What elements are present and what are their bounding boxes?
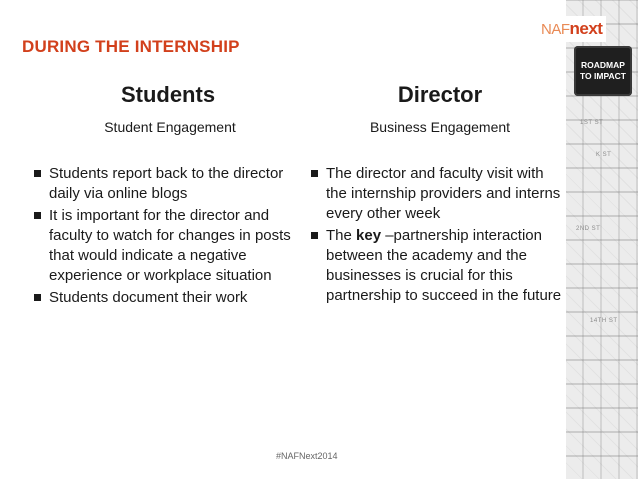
students-subheading: Student Engagement xyxy=(104,119,236,135)
bullet-text-pre: The xyxy=(326,227,357,244)
slide-title: DURING THE INTERNSHIP xyxy=(22,37,240,56)
logo-naf-text: NAF xyxy=(541,21,570,38)
bullet-icon xyxy=(311,170,318,177)
students-heading: Students xyxy=(120,82,216,107)
map-street-label: 14TH ST xyxy=(590,318,618,324)
list-item xyxy=(34,288,296,308)
bullet-text-key: key xyxy=(356,227,382,244)
list-item xyxy=(34,164,296,204)
bullet-text-post: –partnership interaction between the academy and the businesses is crucial for this partnership to succeed in the future xyxy=(326,227,562,304)
badge-line-1: ROADMAP xyxy=(581,60,625,70)
nafnext-logo xyxy=(537,16,606,42)
badge-line-2: TO IMPACT xyxy=(580,71,626,81)
list-item xyxy=(311,164,566,224)
bullet-text: Students document their work xyxy=(49,289,248,306)
map-street-label: 2ND ST xyxy=(576,226,601,232)
logo-next-text: next xyxy=(569,19,603,38)
map-street-label: 1ST ST xyxy=(580,120,604,126)
event-hashtag: #NAFNext2014 xyxy=(276,451,338,461)
list-item xyxy=(34,206,296,286)
bullet-text: The director and faculty visit with the internship providers and interns every other week xyxy=(326,165,561,222)
bullet-text: It is important for the director and faculty to watch for changes in posts that would indicate a negative experience or workplace situation xyxy=(49,207,291,284)
roadmap-badge xyxy=(574,46,632,96)
students-bullet-list xyxy=(34,164,296,310)
director-bullet-list xyxy=(311,164,566,308)
director-heading: Director xyxy=(397,82,483,107)
map-street-label: K ST xyxy=(596,152,612,158)
bullet-icon xyxy=(311,232,318,239)
list-item xyxy=(311,226,566,306)
bullet-icon xyxy=(34,294,41,301)
bullet-icon xyxy=(34,212,41,219)
bullet-icon xyxy=(34,170,41,177)
bullet-text: Students report back to the director daily via online blogs xyxy=(49,165,284,202)
director-subheading: Business Engagement xyxy=(369,119,511,135)
